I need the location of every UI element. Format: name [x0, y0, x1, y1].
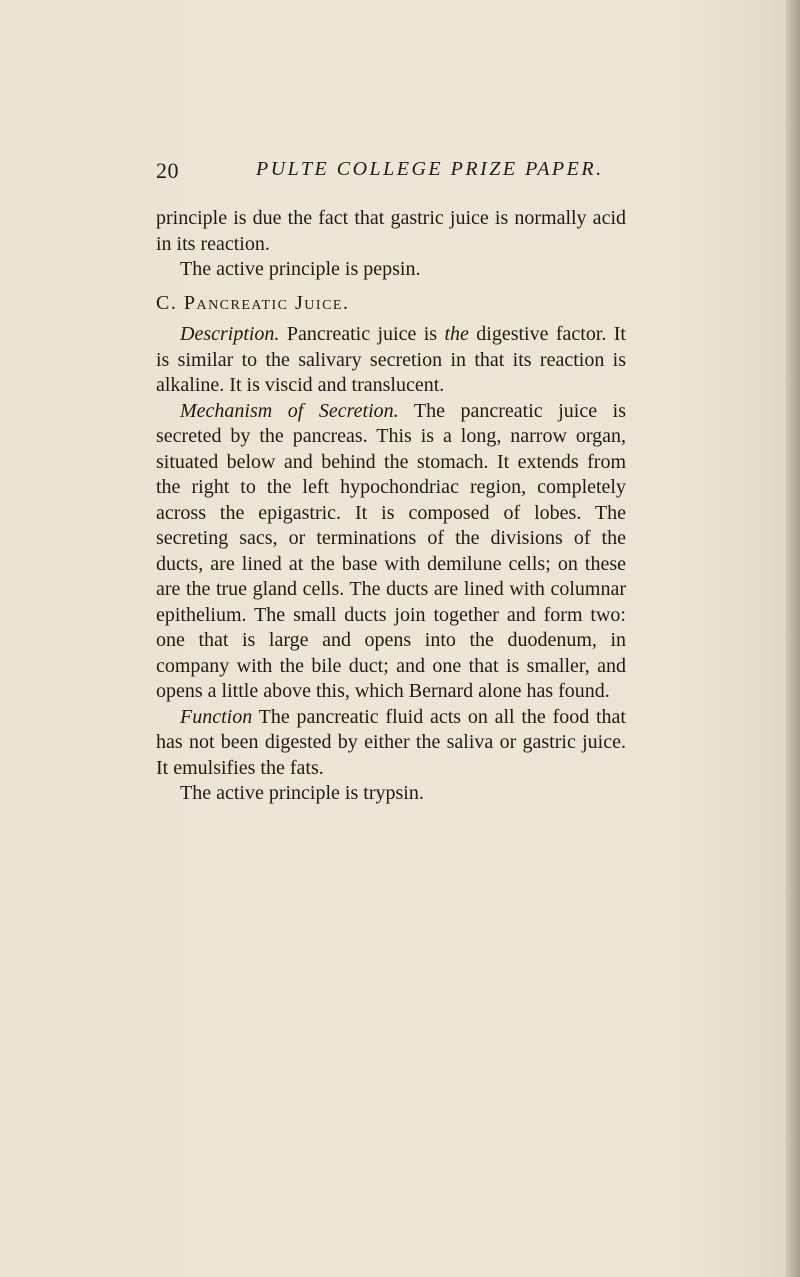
running-head: PULTE COLLEGE PRIZE PAPER.	[256, 158, 604, 180]
paragraph-mechanism	[156, 399, 626, 705]
mechanism-label: Mechanism of Secretion.	[180, 399, 399, 422]
section-heading: C. Pancreatic Juice.	[156, 291, 350, 314]
page-header	[156, 158, 626, 188]
page-body	[156, 206, 626, 807]
mechanism-text: The pancreatic juice is secreted by the pancreas. This is a long, narrow organ, situated below and behind the stomach. It extends from the right to the left hypochondriac region, completely across the epigastric. It is composed of lobes. The secreting sacs, or terminations of the divisions of the ducts, are lined at the base with demilune cells; on these are the true gland cells. The ducts are lined with columnar epithelium. The small ducts join together and form two: one that is large and opens into the duodenum, in company with the bile duct; and one that is smaller, and opens a little above this, which Bernard alone has found.	[156, 399, 626, 702]
paragraph-function	[156, 705, 626, 782]
paragraph-pepsin: The active principle is pepsin.	[180, 258, 421, 280]
description-text-a: Pancreatic juice is	[279, 323, 445, 345]
page-edge-shadow	[786, 0, 800, 1277]
function-text: The pancreatic fluid acts on all the food that has not been digested by either the saliva or gastric juice. It emulsifies the fats.	[156, 705, 626, 779]
paragraph-continuation: principle is due the fact that gastric juice is normally acid in its reaction.	[156, 207, 626, 255]
description-label: Description.	[180, 323, 280, 345]
description-emphasis: the	[444, 323, 469, 345]
paragraph-trypsin: The active principle is trypsin.	[180, 782, 424, 804]
description-text-b: digestive factor. It is similar to the salivary secretion in that its reaction is alkaline. It is viscid and translucent.	[156, 323, 626, 396]
page-number: 20	[156, 158, 179, 183]
paragraph-description	[156, 322, 626, 399]
function-label: Function	[180, 705, 253, 728]
